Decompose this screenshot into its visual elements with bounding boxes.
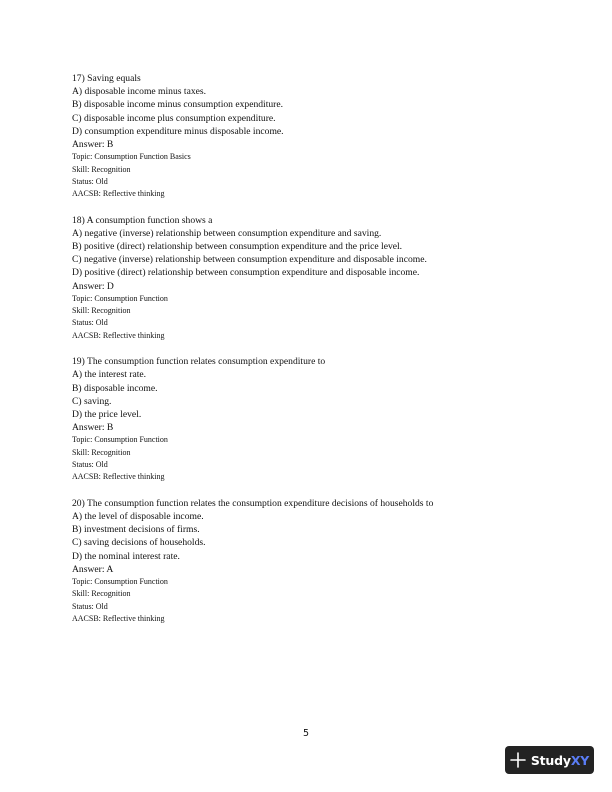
option-a: A) disposable income minus taxes. [72, 86, 207, 98]
status: Status: Old [72, 176, 108, 186]
option-c: C) saving decisions of households. [72, 537, 206, 549]
question-18 [72, 214, 542, 342]
question-19 [72, 355, 542, 483]
option-a: A) negative (inverse) relationship between consumption expenditure and saving. [72, 227, 382, 239]
topic: Topic: Consumption Function [72, 435, 168, 445]
option-d: D) consumption expenditure minus disposable income. [72, 125, 284, 137]
option-b: B) investment decisions of firms. [72, 524, 200, 536]
plus-icon [510, 752, 526, 768]
answer: Answer: D [72, 280, 114, 292]
brand-name-xy: XY [570, 752, 590, 768]
question-stem: 18) A consumption function shows a [72, 214, 213, 226]
option-c: C) negative (inverse) relationship between consumption expenditure and disposable income. [72, 254, 427, 266]
skill: Skill: Recognition [72, 164, 131, 174]
status: Status: Old [72, 601, 108, 611]
option-a: A) the level of disposable income. [72, 510, 204, 522]
document-page [72, 72, 542, 638]
option-b: B) disposable income minus consumption expenditure. [72, 99, 284, 111]
aacsb: AACSB: Reflective thinking [72, 472, 165, 482]
option-d: D) positive (direct) relationship between consumption expenditure and disposable income. [72, 267, 420, 279]
brand-name-study: Study [530, 752, 571, 768]
skill: Skill: Recognition [72, 447, 131, 457]
aacsb: AACSB: Reflective thinking [72, 189, 165, 199]
status: Status: Old [72, 460, 108, 469]
option-c: C) disposable income plus consumption expenditure. [72, 112, 276, 124]
option-a: A) the interest rate. [72, 369, 147, 381]
question-17 [72, 72, 542, 200]
answer: Answer: B [72, 422, 114, 434]
option-b: B) disposable income. [72, 382, 158, 394]
brand-logo-text [531, 753, 589, 768]
aacsb: AACSB: Reflective thinking [72, 330, 165, 340]
option-c: C) saving. [72, 395, 112, 407]
option-d: D) the price level. [72, 409, 142, 420]
topic: Topic: Consumption Function [72, 293, 168, 303]
question-stem: 17) Saving equals [72, 73, 141, 84]
question-20 [72, 497, 542, 625]
question-stem: 19) The consumption function relates consumption expenditure to [72, 356, 326, 368]
topic: Topic: Consumption Function [72, 577, 168, 586]
aacsb: AACSB: Reflective thinking [72, 613, 165, 623]
option-b: B) positive (direct) relationship between consumption expenditure and the price level. [72, 241, 403, 252]
answer: Answer: B [72, 139, 114, 151]
answer: Answer: A [72, 563, 114, 575]
question-stem: 20) The consumption function relates the consumption expenditure decisions of households to [72, 497, 434, 509]
page-number: 5 [302, 728, 310, 739]
status: Status: Old [72, 318, 108, 328]
skill: Skill: Recognition [72, 306, 131, 316]
skill: Skill: Recognition [72, 589, 131, 599]
topic: Topic: Consumption Function Basics [72, 152, 191, 162]
studyxy-badge[interactable] [505, 746, 594, 774]
option-d: D) the nominal interest rate. [72, 550, 180, 562]
